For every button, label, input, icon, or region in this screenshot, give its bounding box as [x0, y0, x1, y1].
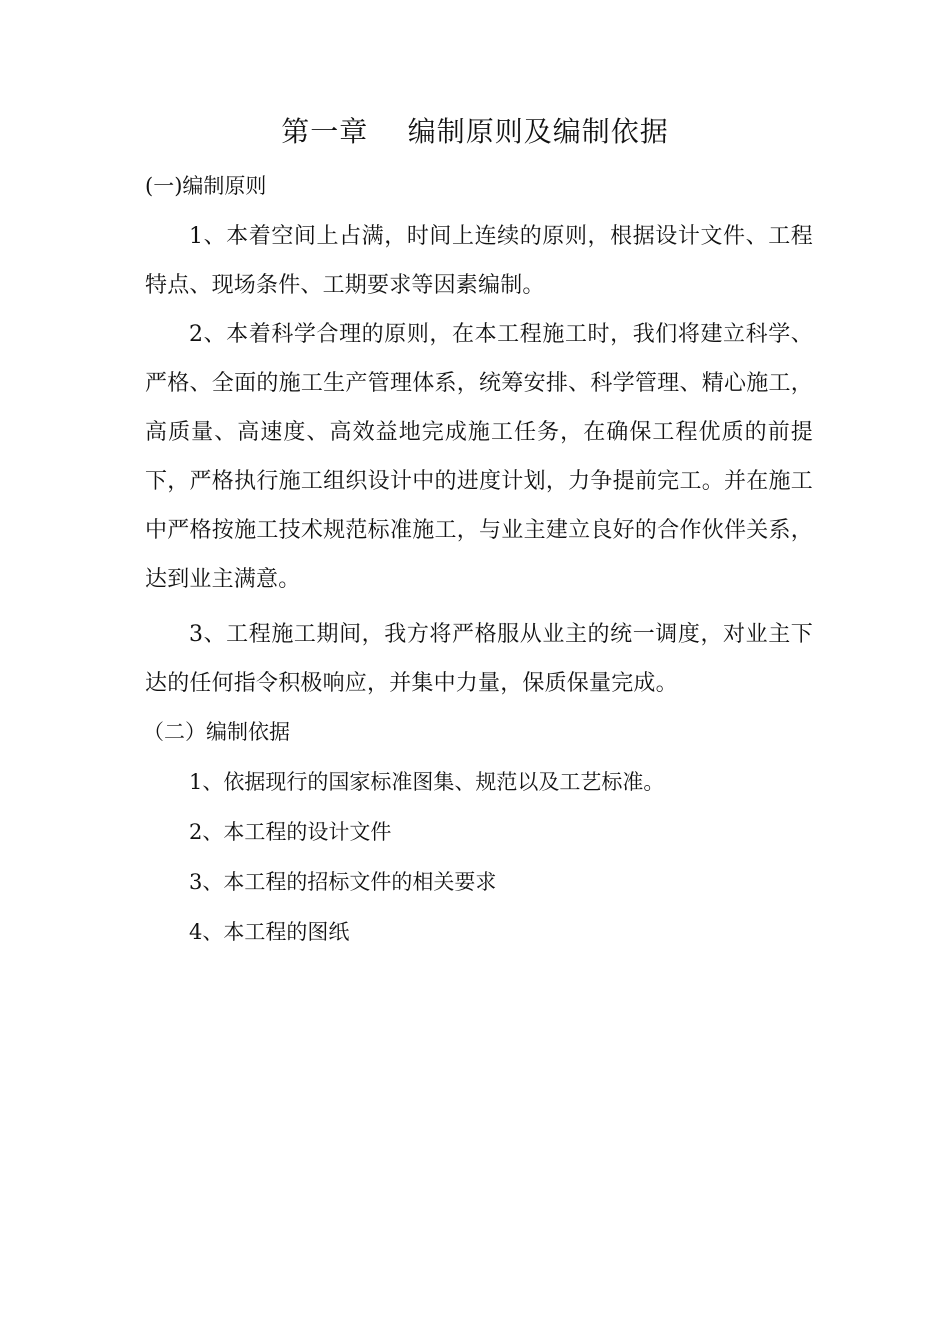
- section-heading-basis: （二）编制依据: [143, 720, 290, 744]
- basis-item-1: 1、依据现行的国家标准图集、规范以及工艺标准。: [189, 770, 665, 794]
- principle-paragraph-1: 1、本着空间上占满，时间上连续的原则，根据设计文件、工程特点、现场条件、工期要求等因素编制。: [145, 224, 813, 298]
- chapter-title: 第一章 编制原则及编制依据: [281, 115, 669, 148]
- basis-item-2: 2、本工程的设计文件: [189, 820, 392, 844]
- basis-item-3: 3、本工程的招标文件的相关要求: [189, 870, 497, 894]
- principle-paragraph-3: 3、工程施工期间，我方将严格服从业主的统一调度，对业主下达的任何指令积极响应，并集中力量，保质保量完成。: [145, 622, 813, 696]
- section-heading-principles: (一)编制原则: [145, 174, 267, 198]
- principle-paragraph-2: 2、本着科学合理的原则，在本工程施工时，我们将建立科学、严格、全面的施工生产管理体系，统筹安排、科学管理、精心施工，高质量、高速度、高效益地完成施工任务，在确保工程优质的前提下，严格执行施工组织设计中的进度计划，力争提前完工。并在施工中严格按施工技术规范标准施工，与业主建立良好的合作伙伴关系，达到业主满意。: [145, 322, 813, 592]
- basis-item-4: 4、本工程的图纸: [189, 920, 350, 944]
